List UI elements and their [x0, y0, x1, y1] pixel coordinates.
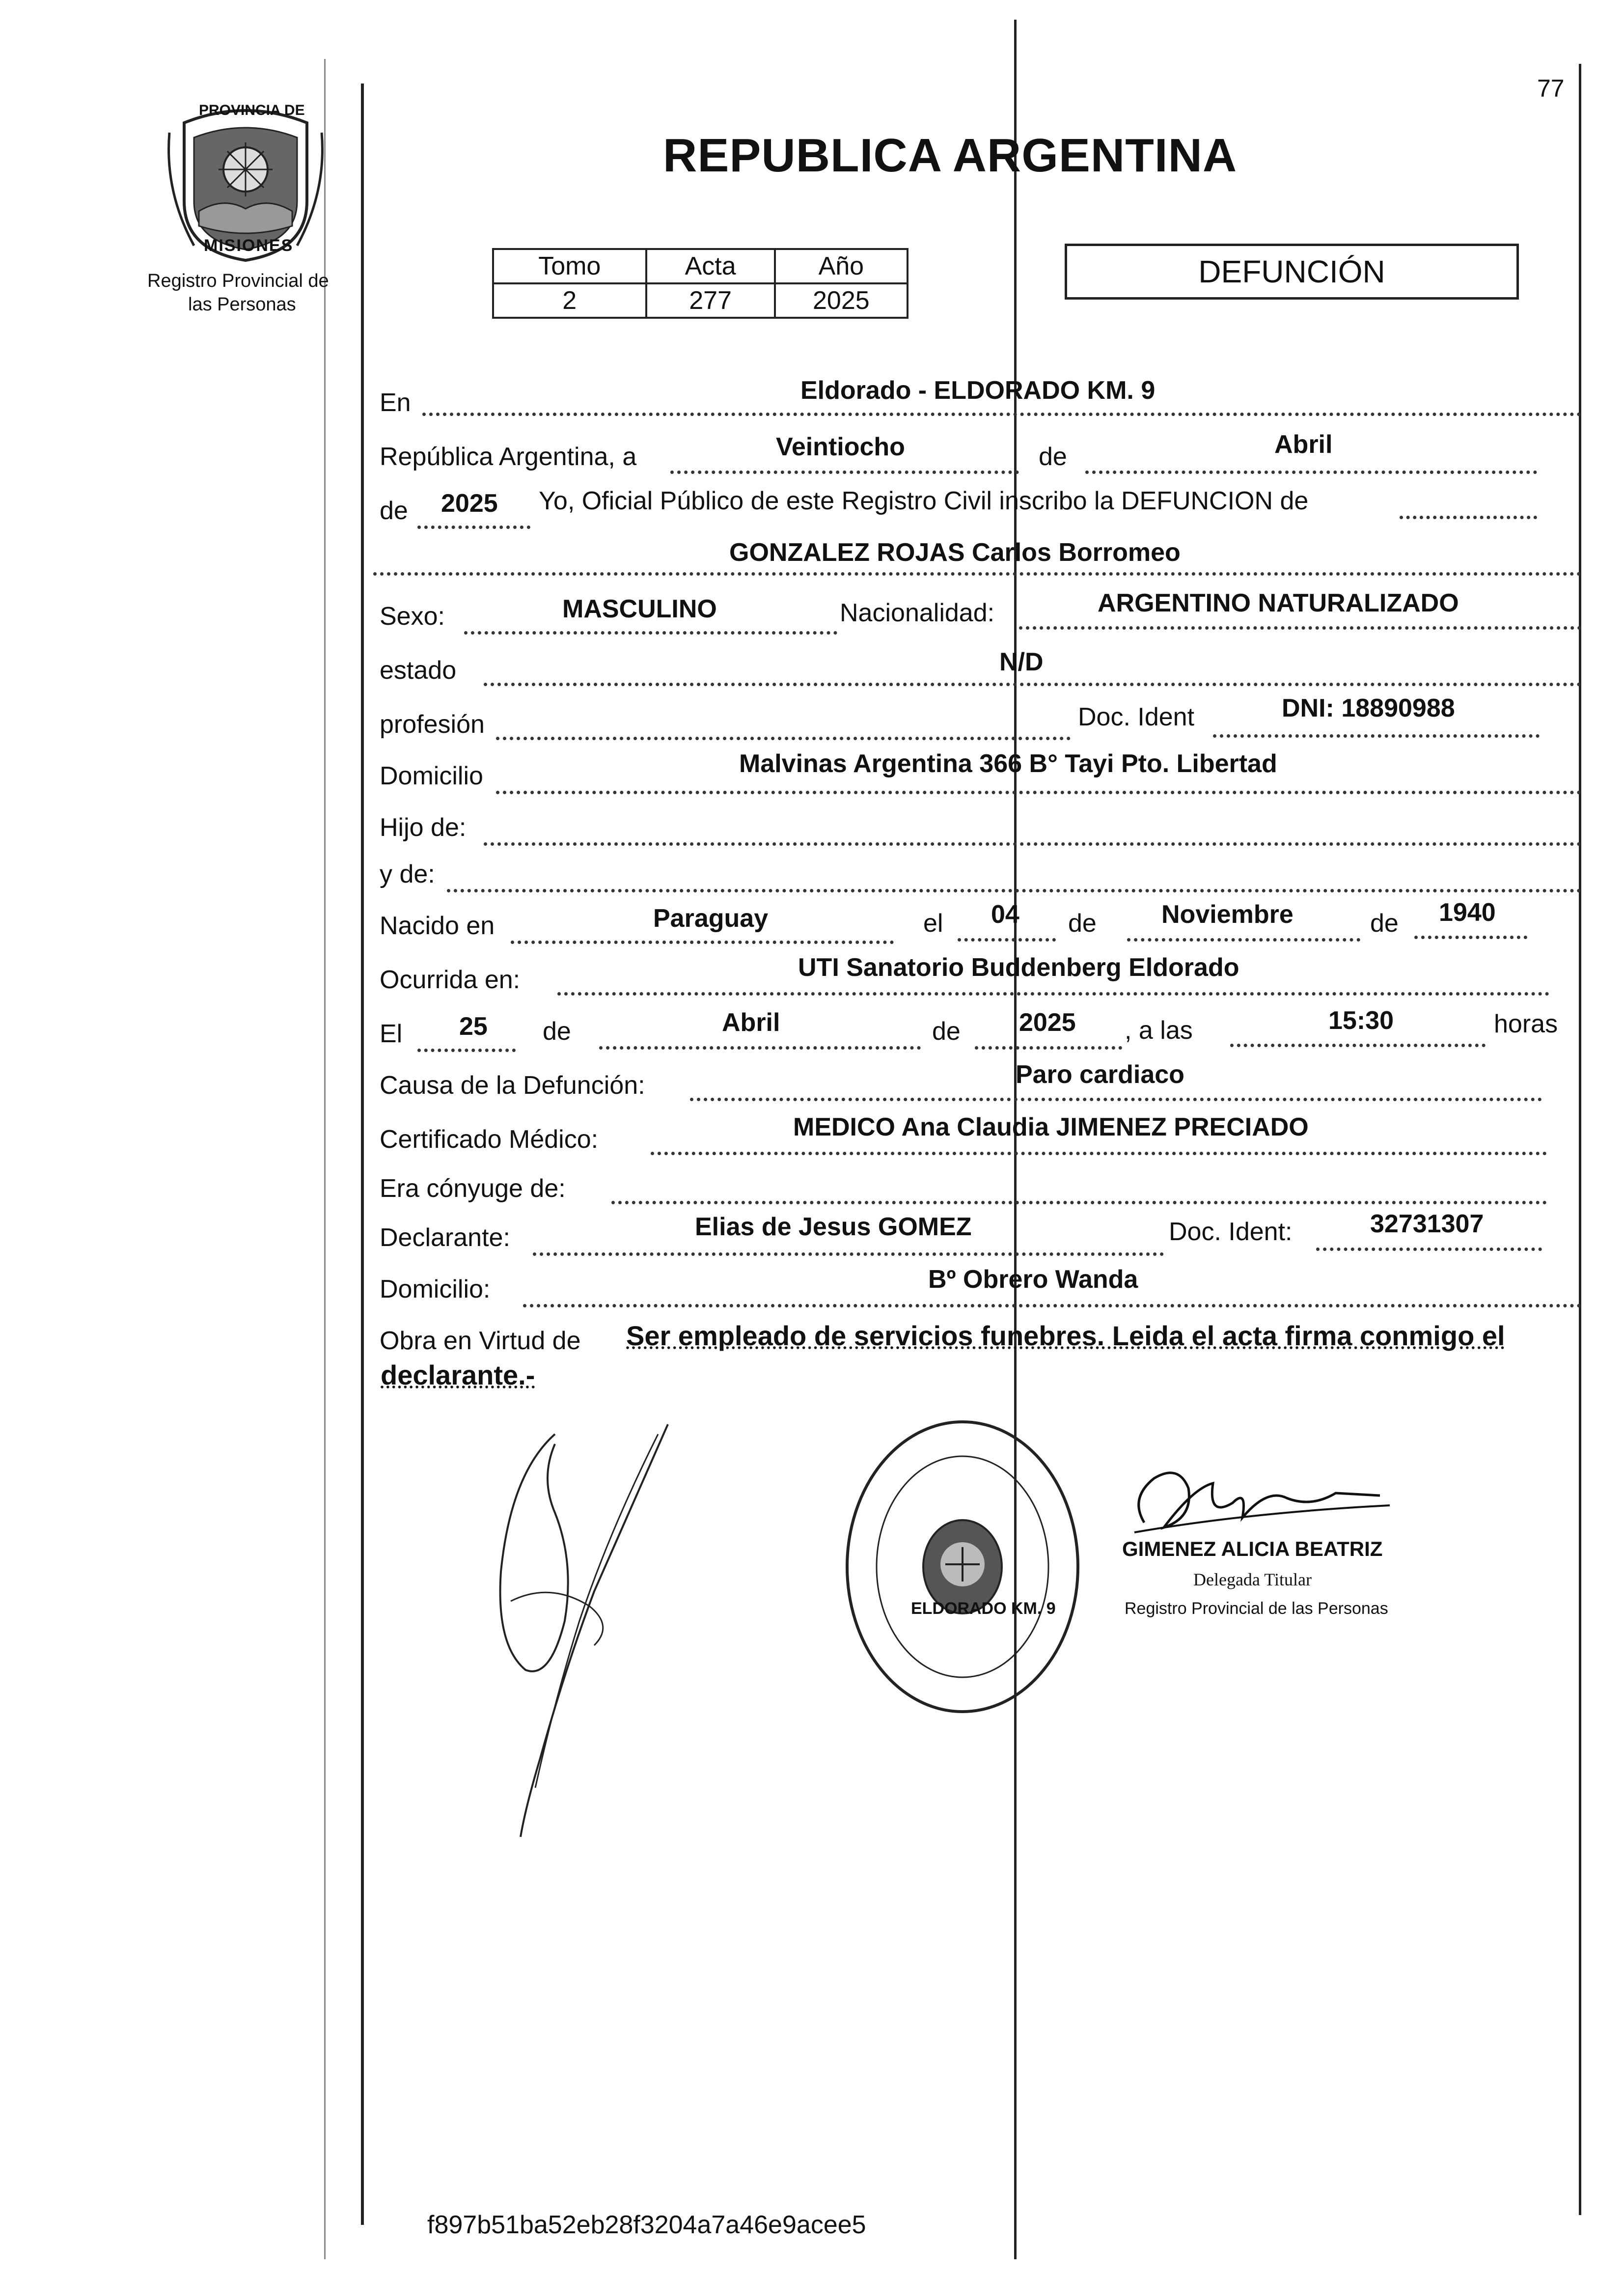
- declarant-signature: [481, 1414, 688, 1847]
- country-title: REPUBLICA ARGENTINA: [663, 129, 1238, 182]
- record-type-box: DEFUNCIÓN: [1065, 244, 1519, 300]
- ocurrida-value: UTI Sanatorio Buddenberg Eldorado: [798, 953, 1239, 982]
- profesion-label: profesión: [380, 710, 485, 739]
- tomo-value: 2: [493, 283, 646, 318]
- def-dia-value: 25: [459, 1012, 488, 1041]
- right-margin-line: [1579, 64, 1581, 2215]
- obra-text-line1: Ser empleado de servicios funebres. Leida el acta firma conmigo el: [626, 1320, 1505, 1351]
- registry-seal-stamp: [840, 1414, 1085, 1719]
- causa-label: Causa de la Defunción:: [380, 1071, 645, 1100]
- sexo-label: Sexo:: [380, 602, 445, 631]
- col-tomo-header: Tomo: [493, 249, 646, 283]
- de5-label: de: [543, 1017, 571, 1046]
- def-anio-value: 2025: [1019, 1008, 1076, 1037]
- doc-value: DNI: 18890988: [1282, 694, 1455, 722]
- obra-text-line2: declarante.-: [381, 1359, 535, 1390]
- logo-text-top: PROVINCIA DE: [199, 102, 305, 118]
- nac-mes-value: Noviembre: [1161, 900, 1294, 929]
- dotted-line: [464, 631, 837, 635]
- domicilio-value: Malvinas Argentina 366 B° Tayi Pto. Libertad: [739, 749, 1277, 778]
- doc2-value: 32731307: [1370, 1210, 1484, 1238]
- nacionalidad-value: ARGENTINO NATURALIZADO: [1098, 589, 1459, 617]
- dotted-line: [447, 889, 1581, 892]
- sexo-value: MASCULINO: [562, 595, 717, 623]
- de6-label: de: [932, 1017, 961, 1046]
- estado-label: estado: [380, 656, 457, 685]
- col-anio-header: Año: [775, 249, 908, 283]
- nacido-label: Nacido en: [380, 912, 495, 940]
- hijo-label: Hijo de:: [380, 813, 467, 842]
- left-faint-line: [324, 59, 326, 2259]
- dotted-line: [484, 842, 1581, 846]
- dotted-line: [1316, 1248, 1542, 1251]
- dotted-line: [670, 471, 1019, 474]
- col-acta-header: Acta: [646, 249, 775, 283]
- record-table: [492, 248, 908, 319]
- acta-value: 277: [646, 283, 775, 318]
- dotted-line: [496, 791, 1581, 794]
- dotted-line: [690, 1098, 1542, 1101]
- dotted-line: [496, 737, 1071, 740]
- declarante-label: Declarante:: [380, 1223, 510, 1252]
- seal-bottom-text: ELDORADO KM. 9: [911, 1599, 1056, 1618]
- logo-text-bottom: MISIONES: [204, 236, 294, 255]
- dotted-line: [417, 1049, 516, 1052]
- dotted-line: [422, 413, 1581, 416]
- registry-name-line2: las Personas: [188, 294, 296, 315]
- official-role: Delegada Titular: [1193, 1570, 1312, 1589]
- conyuge-label: Era cónyuge de:: [380, 1174, 566, 1203]
- page-number: 77: [1537, 75, 1565, 102]
- dotted-line: [511, 941, 894, 944]
- anio-value: 2025: [775, 283, 908, 318]
- dotted-line: [557, 992, 1549, 996]
- left-margin-line: [361, 83, 364, 2225]
- cert-label: Certificado Médico:: [380, 1125, 599, 1154]
- dotted-line: [958, 938, 1056, 942]
- yo-text: Yo, Oficial Público de este Registro Civil inscribo la DEFUNCION de: [539, 487, 1309, 515]
- dotted-line: [1019, 626, 1581, 630]
- el2-label: El: [380, 1020, 403, 1048]
- dotted-line: [1213, 734, 1540, 738]
- causa-value: Paro cardiaco: [1016, 1060, 1184, 1089]
- dotted-line: [373, 572, 1581, 576]
- dia-value: Veintiocho: [776, 433, 905, 461]
- cert-value: MEDICO Ana Claudia JIMENEZ PRECIADO: [793, 1113, 1309, 1141]
- dotted-line: [651, 1152, 1547, 1155]
- official-signature: [1125, 1459, 1400, 1542]
- nombre-value: GONZALEZ ROJAS Carlos Borromeo: [729, 538, 1181, 567]
- dotted-line: [1127, 938, 1360, 942]
- footer-hash: f897b51ba52eb28f3204a7a46e9acee5: [427, 2211, 866, 2239]
- de2-label: de: [380, 497, 408, 525]
- obra-label: Obra en Virtud de: [380, 1327, 581, 1355]
- ocurrida-label: Ocurrida en:: [380, 966, 521, 994]
- dotted-line: [1230, 1044, 1486, 1047]
- dotted-line: [1400, 516, 1537, 519]
- nac-anio-value: 1940: [1439, 898, 1496, 927]
- dotted-line: [599, 1046, 921, 1050]
- republica-label: República Argentina, a: [380, 443, 637, 471]
- horas-label: horas: [1494, 1010, 1558, 1038]
- el-label: el: [923, 909, 943, 938]
- dotted-line: [484, 683, 1581, 686]
- declarante-value: Elias de Jesus GOMEZ: [695, 1213, 972, 1241]
- dotted-line: [533, 1252, 1164, 1256]
- domicilio-label: Domicilio: [380, 762, 483, 790]
- estado-value: N/D: [999, 648, 1044, 676]
- mes-value: Abril: [1274, 430, 1333, 459]
- dotted-line: [1085, 471, 1537, 474]
- nac-dia-value: 04: [991, 900, 1019, 929]
- doc-label: Doc. Ident: [1078, 703, 1195, 731]
- domicilio2-value: Bº Obrero Wanda: [928, 1265, 1138, 1294]
- hora-value: 15:30: [1328, 1006, 1394, 1035]
- dotted-line: [523, 1304, 1581, 1307]
- en-label: En: [380, 388, 411, 417]
- registry-name-line1: Registro Provincial de: [147, 271, 329, 291]
- de-label: de: [1039, 443, 1067, 471]
- dotted-line: [417, 526, 530, 529]
- dotted-line: [1414, 936, 1527, 939]
- yde-label: y de:: [380, 860, 435, 888]
- def-mes-value: Abril: [722, 1008, 780, 1037]
- dotted-line: [975, 1046, 1122, 1050]
- de3-label: de: [1068, 909, 1097, 938]
- dotted-line: [611, 1201, 1547, 1204]
- anio-acta-value: 2025: [441, 489, 498, 518]
- nacido-lugar-value: Paraguay: [653, 904, 769, 933]
- de4-label: de: [1370, 909, 1399, 938]
- nacionalidad-label: Nacionalidad:: [840, 599, 995, 627]
- doc2-label: Doc. Ident:: [1169, 1218, 1293, 1246]
- alas-label: , a las: [1125, 1016, 1193, 1045]
- official-org: Registro Provincial de las Personas: [1125, 1599, 1388, 1618]
- domicilio2-label: Domicilio:: [380, 1275, 491, 1303]
- official-name: GIMENEZ ALICIA BEATRIZ: [1122, 1537, 1383, 1560]
- lugar-value: Eldorado - ELDORADO KM. 9: [800, 376, 1156, 405]
